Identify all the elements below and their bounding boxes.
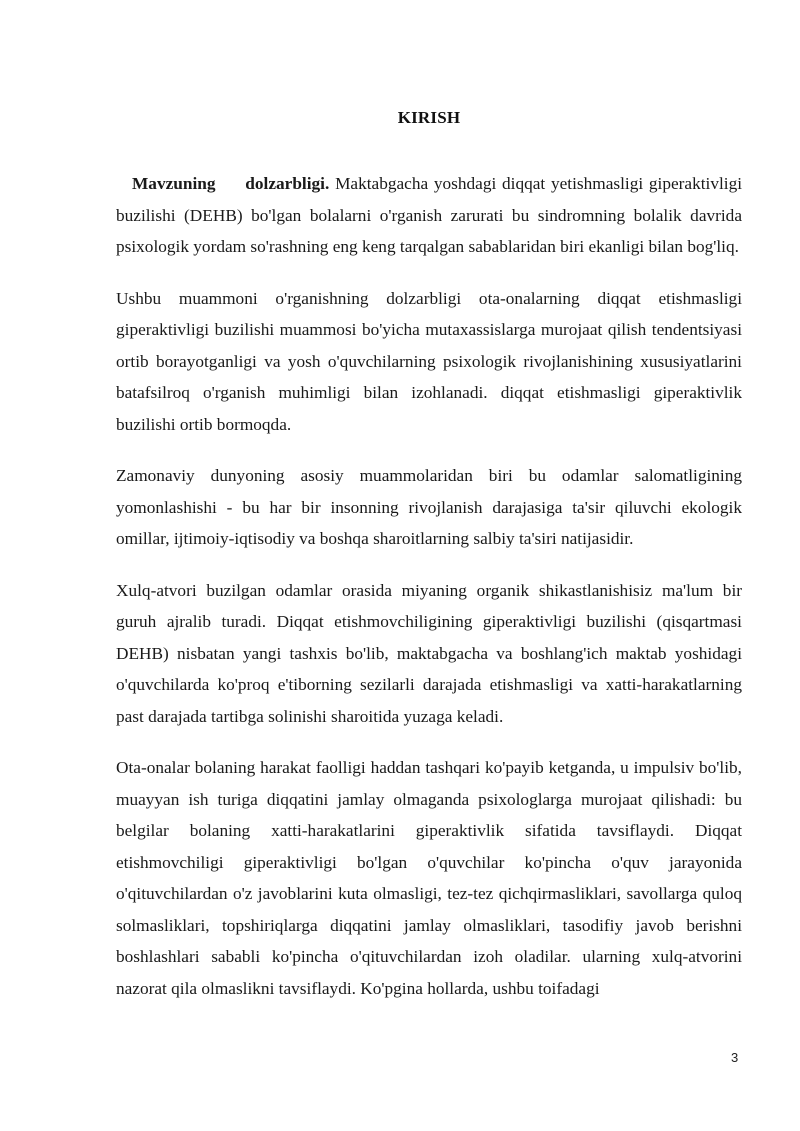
paragraph: Ota-onalar bolaning harakat faolligi haddan tashqari ko'payib ketganda, u impulsiv bo'lib, muayyan ish turiga diqqatini jamlay olmaganda psixologlarga murojaat qilishadi: bu belgilar bolaning xatti-harakatlarini giperaktivlik sifatida tavsiflaydi. Diqqat etishmovchiligi giperaktivligi bo'lgan o'quvchilar ko'pincha o'quv jarayonida o'qituvchilardan o'z javoblarini kuta olmasligi, tez-tez qichqirmasliklari, savollarga quloq solmasliklari, topshiriqlarga diqqatini jamlay olmasliklari, tasodifiy javob berishni boshlashlari sababli ko'pincha o'qituvchilardan izoh oladilar. ularning xulq-atvorini nazorat qila olmaslikni tavsiflaydi. Ko'pgina hollarda, ushbu toifadagi <box>116 758 742 998</box>
lead-label: Mavzuning dolzarbligi. <box>132 174 330 193</box>
paragraph: Xulq-atvori buzilgan odamlar orasida miyaning organik shikastlanishisiz ma'lum bir guruh ajralib turadi. Diqqat etishmovchiligining giperaktivligi buzilishi (qisqartmasi DEHB) nisbatan yangi tashxis bo'lib, maktabgacha va boshlang'ich maktab yoshidagi o'quvchilarda ko'proq e'tiborning sezilarli darajada etishmasligi va xatti-harakatlarning past darajada tartibga solinishi sharoitida yuzaga keladi. <box>116 580 742 726</box>
page-title: KIRISH <box>397 108 461 127</box>
document-body <box>116 168 742 1024</box>
paragraph: Ushbu muammoni o'rganishning dolzarbligi ota-onalarning diqqat etishmasligi giperaktivligi buzilishi muammosi bo'yicha mutaxassislarga murojaat qilish tendentsiyasi ortib borayotganligi va yosh o'quvchilarning psixologik rivojlanishining xususiyatlarini batafsilroq o'rganish muhimligi bilan izohlanadi. diqqat etishmasligi giperaktivlik buzilishi ortib bormoqda. <box>116 288 742 434</box>
paragraph-relevance <box>116 168 742 263</box>
page-number: 3 <box>731 1050 739 1065</box>
paragraph-text: Maktabgacha yoshdagi diqqat yetishmasligi giperaktivligi buzilishi (DEHB) bo'lgan bolalarni o'rganish zarurati bu sindromning bolalik davrida psixologik yordam so'rashning eng keng tarqalgan sabablaridan biri ekanligi bilan bog'liq. <box>116 174 743 256</box>
paragraph: Zamonaviy dunyoning asosiy muammolaridan biri bu odamlar salomatligining yomonlashishi - bu har bir insonning rivojlanish darajasiga ta'sir qiluvchi ekologik omillar, ijtimoiy-iqtisodiy va boshqa sharoitlarning salbiy ta'siri natijasidir. <box>116 466 742 548</box>
